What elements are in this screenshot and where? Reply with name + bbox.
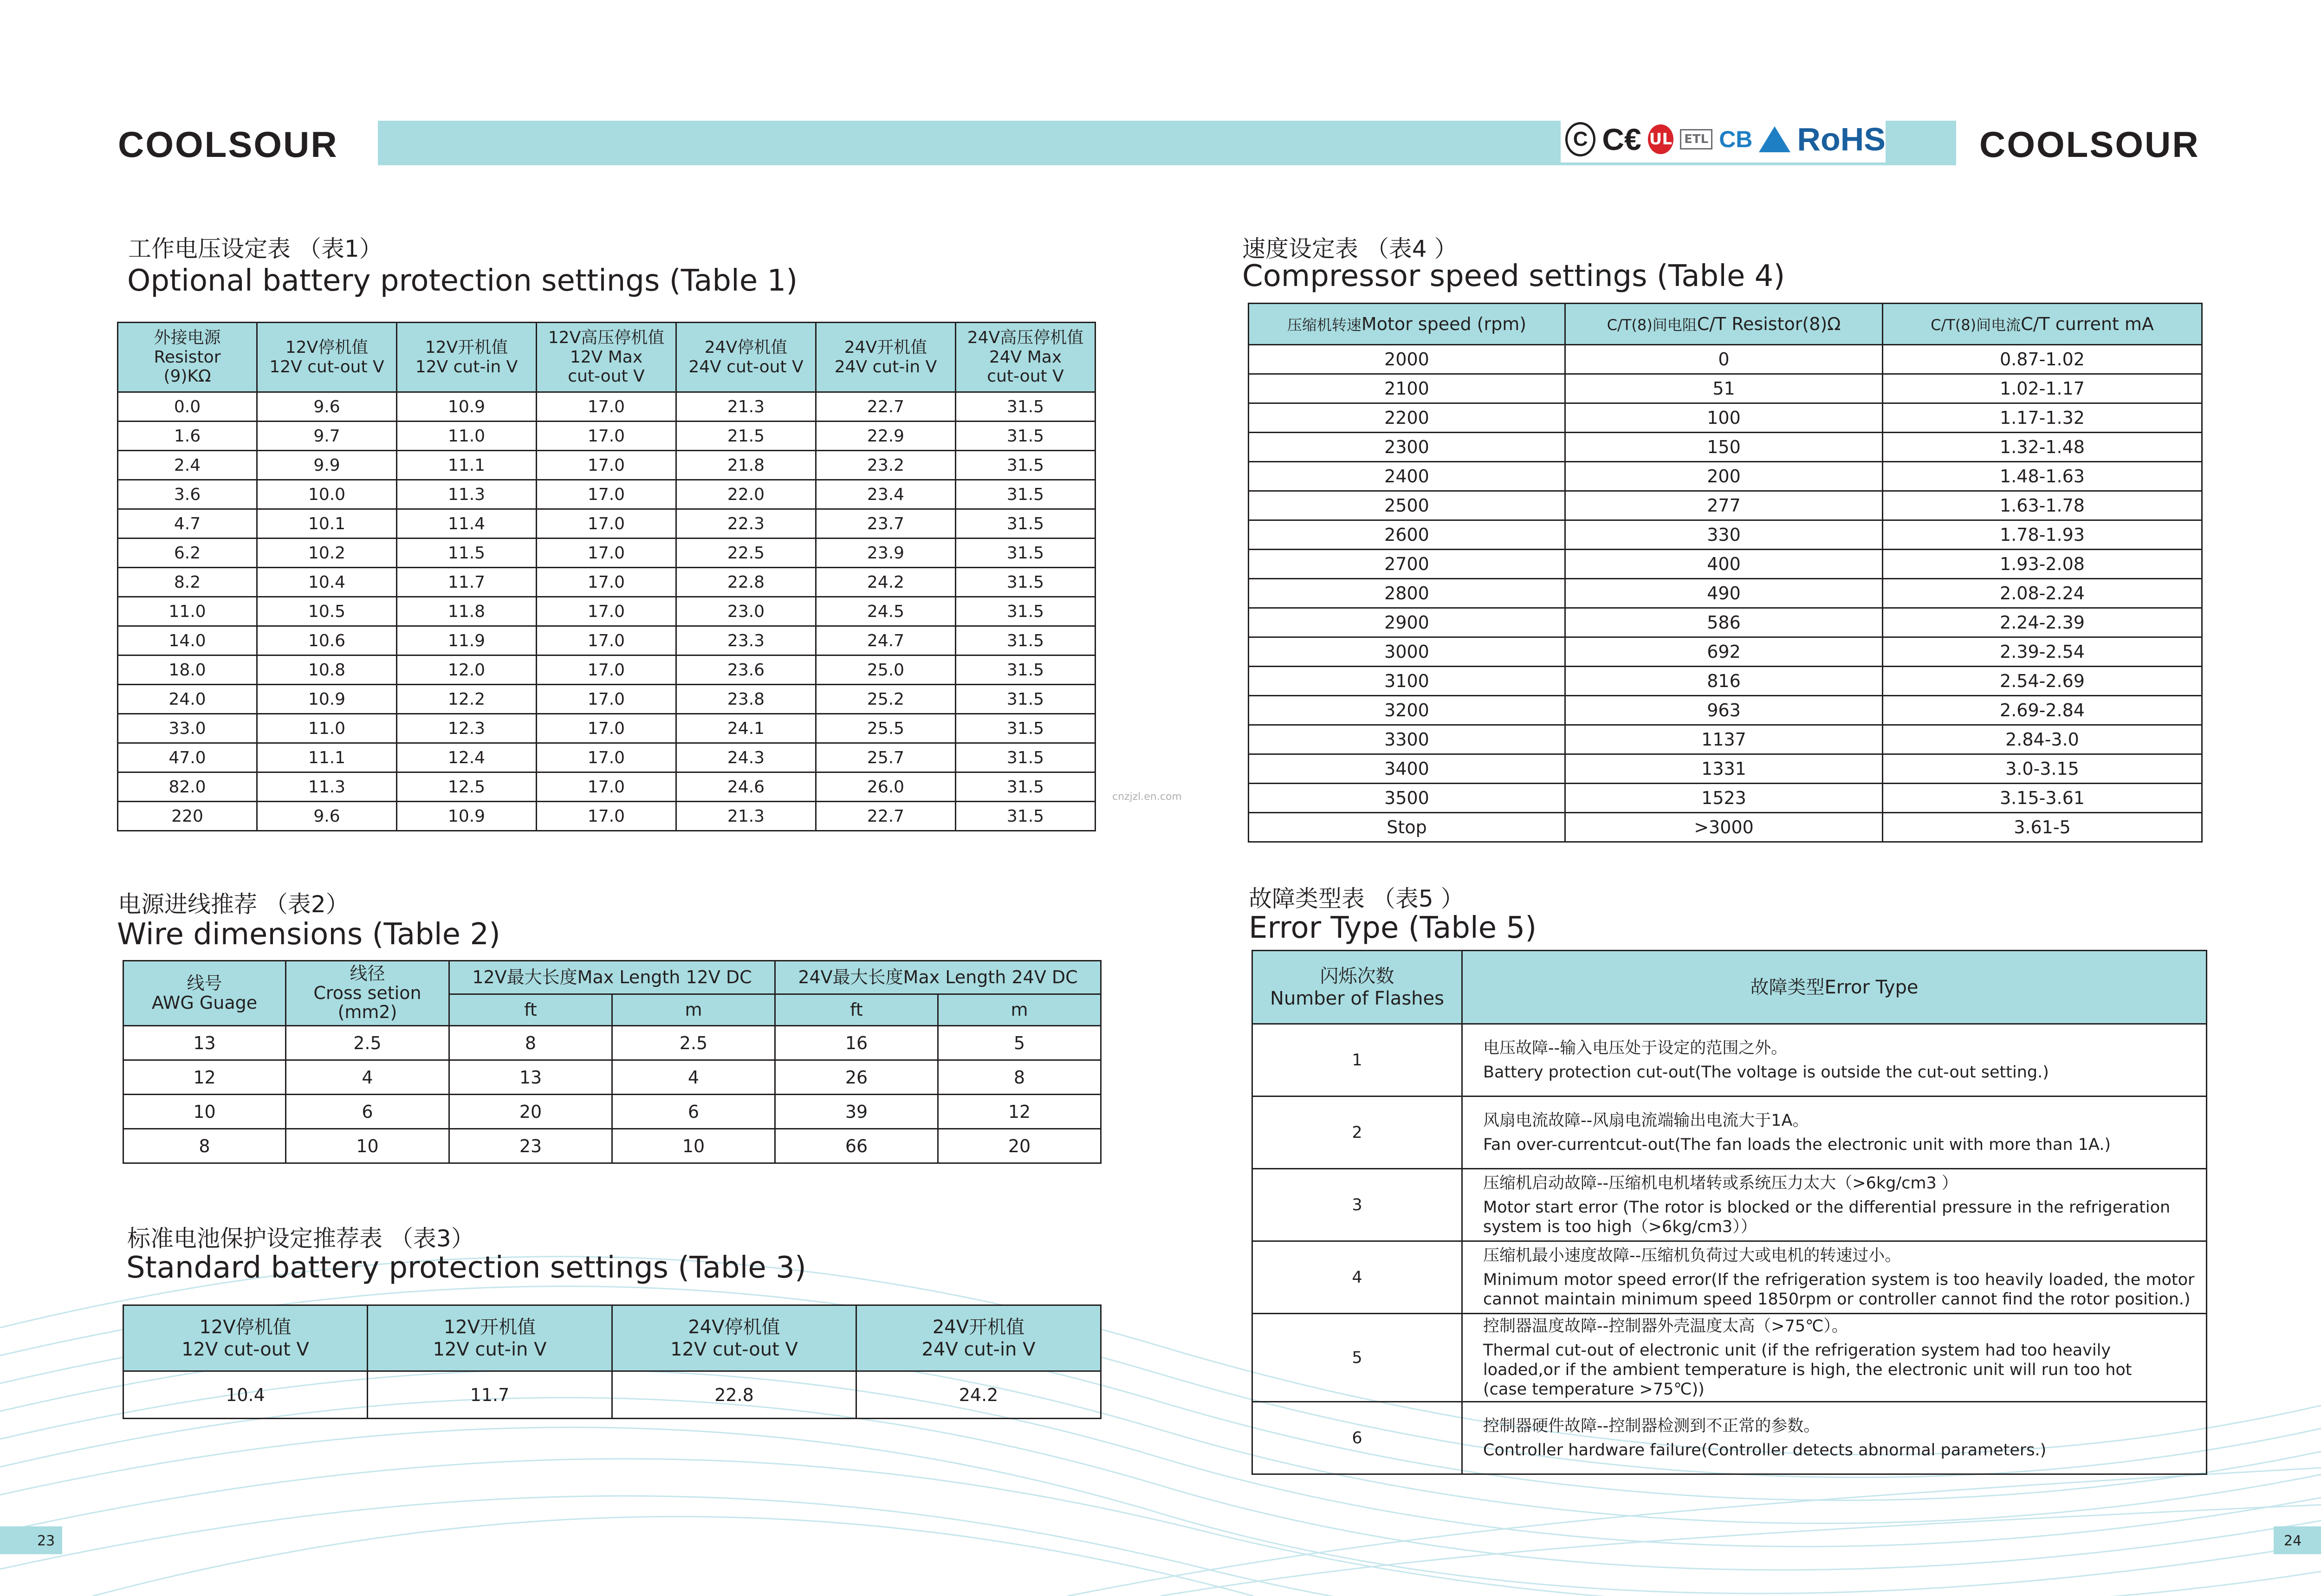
table-cell: 1331 — [1565, 754, 1883, 784]
table-cell: 39 — [775, 1095, 938, 1129]
table-cell: 9.6 — [257, 392, 397, 422]
table-cell: 11.9 — [397, 626, 537, 655]
table-cell: 0 — [1565, 345, 1883, 374]
rohs-mark-icon: RoHS — [1797, 121, 1886, 157]
table-cell: 22.9 — [816, 422, 956, 451]
table-cell: 11.0 — [257, 714, 397, 743]
table-row — [1249, 754, 2202, 784]
table-cell: 3.0-3.15 — [1883, 754, 2202, 784]
table-row — [118, 655, 1096, 685]
table-cell: 1.6 — [118, 422, 257, 451]
table-cell: 21.5 — [676, 422, 816, 451]
table-cell: 10.4 — [123, 1371, 368, 1419]
table-cell: 1.17-1.32 — [1883, 403, 2202, 433]
table-cell: 2300 — [1249, 433, 1565, 462]
table-cell: 17.0 — [537, 802, 676, 831]
table-cell: 17.0 — [537, 714, 676, 743]
table-cell: 2.39-2.54 — [1883, 637, 2202, 667]
table-cell: 17.0 — [537, 509, 676, 538]
table-cell: 8 — [938, 1060, 1101, 1095]
table-cell: 2.69-2.84 — [1883, 696, 2202, 725]
table-cell: 0.87-1.02 — [1883, 345, 2202, 374]
table-cell: 22.3 — [676, 509, 816, 538]
table-cell: 3.6 — [118, 480, 257, 509]
table-cell: 3300 — [1249, 725, 1565, 754]
table1-header: 12V开机值 12V cut-in V — [397, 323, 537, 392]
table-cell: 31.5 — [956, 772, 1096, 802]
table2-header-24v: 24V最大长度Max Length 24V DC — [775, 961, 1101, 994]
table-row — [118, 480, 1096, 509]
table-row — [123, 1060, 1101, 1095]
table-row — [118, 802, 1096, 831]
table2-unit-m: m — [612, 994, 775, 1026]
table-cell: 1.78-1.93 — [1883, 520, 2202, 550]
table-cell: 17.0 — [537, 568, 676, 597]
table-row — [1249, 433, 2202, 462]
table-row — [1252, 1241, 2207, 1314]
table-cell: 22.8 — [612, 1371, 856, 1419]
table-cell: 11.3 — [257, 772, 397, 802]
table2-header-awg: 线号 AWG Guage — [123, 961, 286, 1026]
table-cell: 31.5 — [956, 480, 1096, 509]
table-cell: 1523 — [1565, 784, 1883, 813]
table-cell: 23.3 — [676, 626, 816, 655]
page-number-left: 23 — [37, 1533, 55, 1549]
brand-logo-left: COOLSOUR — [118, 124, 338, 165]
table-cell: 23.6 — [676, 655, 816, 685]
table-cell: 2900 — [1249, 608, 1565, 637]
table-cell: 24.3 — [676, 743, 816, 772]
table1-header: 24V开机值 24V cut-in V — [816, 323, 956, 392]
table-cell: 2100 — [1249, 374, 1565, 403]
table-cell: 17.0 — [537, 538, 676, 568]
table-cell: 20 — [449, 1095, 612, 1129]
table-cell: 11.7 — [397, 568, 537, 597]
table1-title-en: Optional battery protection settings (Table 1) — [127, 264, 798, 298]
table-cell: 4.7 — [118, 509, 257, 538]
table-cell: Stop — [1249, 813, 1565, 842]
table-cell: 22.7 — [816, 802, 956, 831]
table-cell: 3.61-5 — [1883, 813, 2202, 842]
brand-logo-right: COOLSOUR — [1979, 124, 2200, 165]
table2 — [123, 960, 1102, 1164]
table-cell: 2000 — [1249, 345, 1565, 374]
table-cell: >3000 — [1565, 813, 1883, 842]
table-cell: 51 — [1565, 374, 1883, 403]
table-cell: 31.5 — [956, 626, 1096, 655]
table-cell: 23.9 — [816, 538, 956, 568]
table-cell: 13 — [123, 1026, 286, 1060]
table-cell: 17.0 — [537, 685, 676, 714]
table3-title-en: Standard battery protection settings (Table 3) — [126, 1251, 806, 1285]
table-cell: 8.2 — [118, 568, 257, 597]
table-cell: 2.4 — [118, 451, 257, 480]
table-cell: 1137 — [1565, 725, 1883, 754]
table-row — [118, 422, 1096, 451]
table-cell: 17.0 — [537, 743, 676, 772]
table-row — [1249, 608, 2202, 637]
cb-mark-icon: CB — [1719, 126, 1753, 152]
table-cell: 21.3 — [676, 392, 816, 422]
table-cell: 2.24-2.39 — [1883, 608, 2202, 637]
error-description: 压缩机最小速度故障--压缩机负荷过大或电机的转速过小。 Minimum motor speed error(If the refrigeration system is too heavily loaded, the motor cannot maintain minimum speed 1850rpm or controller cannot find the rotor position.) — [1462, 1241, 2207, 1314]
table-row — [1249, 520, 2202, 550]
table-cell: 3200 — [1249, 696, 1565, 725]
flash-count: 5 — [1252, 1314, 1462, 1402]
table5-title-cn: 故障类型表 （表5 ） — [1249, 885, 1464, 912]
table-cell: 10.9 — [257, 685, 397, 714]
table-cell: 24.2 — [816, 568, 956, 597]
table-cell: 22.7 — [816, 392, 956, 422]
table4-title-en: Compressor speed settings (Table 4) — [1242, 259, 1785, 293]
error-description: 压缩机启动故障--压缩机电机堵转或系统压力太大（>6kg/cm3 ） Motor start error (The rotor is blocked or the differential pressure in the refrigeration system is too high（>6kg/cm3）） — [1462, 1169, 2207, 1241]
table-cell: 14.0 — [118, 626, 257, 655]
table2-unit-ft: ft — [775, 994, 938, 1026]
table-cell: 24.0 — [118, 685, 257, 714]
table-row — [118, 509, 1096, 538]
table-row — [123, 1095, 1101, 1129]
table-cell: 2200 — [1249, 403, 1565, 433]
table-cell: 12.0 — [397, 655, 537, 685]
table-cell: 24.1 — [676, 714, 816, 743]
table-row — [1249, 491, 2202, 520]
table-row — [1252, 1024, 2207, 1096]
table-cell: 23.8 — [676, 685, 816, 714]
table-cell: 11.3 — [397, 480, 537, 509]
table-cell: 25.2 — [816, 685, 956, 714]
table2-header-cross-section: 线径 Cross setion (mm2) — [286, 961, 449, 1026]
table-cell: 0.0 — [118, 392, 257, 422]
table-cell: 220 — [118, 802, 257, 831]
table-cell: 25.5 — [816, 714, 956, 743]
table-cell: 3000 — [1249, 637, 1565, 667]
table-row — [1252, 1314, 2207, 1402]
table-cell: 6 — [612, 1095, 775, 1129]
table-cell: 17.0 — [537, 772, 676, 802]
table-cell: 31.5 — [956, 597, 1096, 626]
table-cell: 10.4 — [257, 568, 397, 597]
table-cell: 10.1 — [257, 509, 397, 538]
flash-count: 3 — [1252, 1169, 1462, 1241]
table-cell: 22.0 — [676, 480, 816, 509]
flash-count: 2 — [1252, 1096, 1462, 1169]
table-cell: 23.0 — [676, 597, 816, 626]
table-cell: 18.0 — [118, 655, 257, 685]
table-cell: 47.0 — [118, 743, 257, 772]
table-cell: 31.5 — [956, 714, 1096, 743]
certification-logos — [1561, 116, 1886, 162]
table-cell: 200 — [1565, 462, 1883, 491]
table1-header: 12V高压停机值 12V Max cut-out V — [537, 323, 676, 392]
table-cell: 586 — [1565, 608, 1883, 637]
table3-title-cn: 标准电池保护设定推荐表 （表3） — [127, 1225, 474, 1252]
table5-header-error-type: 故障类型Error Type — [1462, 951, 2207, 1024]
page-number-right: 24 — [2284, 1533, 2302, 1549]
table-cell: 400 — [1565, 550, 1883, 579]
table-cell: 12.5 — [397, 772, 537, 802]
table-cell: 10.9 — [397, 392, 537, 422]
table-cell: 11.5 — [397, 538, 537, 568]
table4-header: 压缩机转速Motor speed (rpm) — [1249, 304, 1565, 345]
table-cell: 23 — [449, 1129, 612, 1163]
table-cell: 100 — [1565, 403, 1883, 433]
table-cell: 11.7 — [368, 1371, 612, 1419]
table-cell: 16 — [775, 1026, 938, 1060]
table2-unit-ft: ft — [449, 994, 612, 1026]
table-cell: 31.5 — [956, 392, 1096, 422]
table-cell: 31.5 — [956, 655, 1096, 685]
table-cell: 2600 — [1249, 520, 1565, 550]
table-cell: 26.0 — [816, 772, 956, 802]
table-cell: 8 — [449, 1026, 612, 1060]
table-row — [1249, 345, 2202, 374]
table5 — [1251, 950, 2207, 1475]
table-cell: 10 — [612, 1129, 775, 1163]
table-row — [1249, 637, 2202, 667]
table-cell: 3100 — [1249, 667, 1565, 696]
table-cell: 31.5 — [956, 451, 1096, 480]
table3-header: 24V停机值 12V cut-out V — [612, 1305, 856, 1371]
table-row — [1249, 667, 2202, 696]
table-cell: 31.5 — [956, 802, 1096, 831]
table-row — [118, 451, 1096, 480]
table-cell: 24.5 — [816, 597, 956, 626]
table-row — [123, 1371, 1101, 1419]
table-cell: 2800 — [1249, 579, 1565, 608]
table-row — [1249, 403, 2202, 433]
table-row — [118, 626, 1096, 655]
table2-title-en: Wire dimensions (Table 2) — [117, 917, 500, 952]
table4 — [1248, 303, 2203, 843]
table-cell: 11.1 — [257, 743, 397, 772]
table-cell: 2.54-2.69 — [1883, 667, 2202, 696]
table-cell: 17.0 — [537, 655, 676, 685]
triangle-mark-icon — [1759, 126, 1790, 152]
table-cell: 1.32-1.48 — [1883, 433, 2202, 462]
table-cell: 13 — [449, 1060, 612, 1095]
table-cell: 21.3 — [676, 802, 816, 831]
table-cell: 11.0 — [397, 422, 537, 451]
table-cell: 6 — [286, 1095, 449, 1129]
table-cell: 10.2 — [257, 538, 397, 568]
table-cell: 12 — [938, 1095, 1101, 1129]
table-cell: 2.08-2.24 — [1883, 579, 2202, 608]
table-cell: 12.2 — [397, 685, 537, 714]
table-cell: 4 — [286, 1060, 449, 1095]
table-cell: 17.0 — [537, 480, 676, 509]
table-cell: 2500 — [1249, 491, 1565, 520]
table3-header: 12V开机值 12V cut-in V — [368, 1305, 612, 1371]
table-cell: 3500 — [1249, 784, 1565, 813]
table-row — [1252, 1402, 2207, 1474]
table-row — [118, 597, 1096, 626]
table2-unit-m: m — [938, 994, 1101, 1026]
error-description: 风扇电流故障--风扇电流端输出电流大于1A。 Fan over-currentcut-out(The fan loads the electronic unit with more than 1A.) — [1462, 1096, 2207, 1169]
table-row — [118, 714, 1096, 743]
table-cell: 82.0 — [118, 772, 257, 802]
table-cell: 2.84-3.0 — [1883, 725, 2202, 754]
table-cell: 17.0 — [537, 597, 676, 626]
table3 — [123, 1304, 1102, 1419]
table1-title-cn: 工作电压设定表 （表1） — [128, 235, 383, 262]
table-row — [1249, 462, 2202, 491]
table-cell: 17.0 — [537, 392, 676, 422]
table-cell: 2700 — [1249, 550, 1565, 579]
table4-header: C/T(8)间电流C/T current mA — [1883, 304, 2202, 345]
etl-mark-icon: ETL — [1680, 129, 1712, 149]
table-cell: 23.4 — [816, 480, 956, 509]
ccc-mark-icon: C — [1565, 122, 1595, 156]
table-row — [118, 392, 1096, 422]
error-description: 控制器温度故障--控制器外壳温度太高（>75℃）。 Thermal cut-out of electronic unit (if the refrigeration system had too heavily loaded,or if the ambient temperature is high, the electronic unit will run too hot (case temperature >75℃)) — [1462, 1314, 2207, 1402]
table1-header: 外接电源 Resistor (9)KΩ — [118, 323, 257, 392]
table-cell: 816 — [1565, 667, 1883, 696]
table-cell: 23.2 — [816, 451, 956, 480]
table-cell: 23.7 — [816, 509, 956, 538]
table-cell: 150 — [1565, 433, 1883, 462]
table-cell: 26 — [775, 1060, 938, 1095]
table-row — [118, 685, 1096, 714]
table-cell: 22.8 — [676, 568, 816, 597]
table-cell: 277 — [1565, 491, 1883, 520]
table1-header: 24V停机值 24V cut-out V — [676, 323, 816, 392]
table-cell: 9.6 — [257, 802, 397, 831]
table-row — [118, 568, 1096, 597]
table-cell: 3.15-3.61 — [1883, 784, 2202, 813]
table5-header-flashes: 闪烁次数 Number of Flashes — [1252, 951, 1462, 1024]
table-cell: 17.0 — [537, 451, 676, 480]
table-cell: 10 — [286, 1129, 449, 1163]
table-cell: 10.9 — [397, 802, 537, 831]
table1 — [117, 322, 1096, 831]
error-description: 电压故障--输入电压处于设定的范围之外。 Battery protection cut-out(The voltage is outside the cut-out setting.) — [1462, 1024, 2207, 1096]
table-cell: 1.93-2.08 — [1883, 550, 2202, 579]
table-cell: 12.4 — [397, 743, 537, 772]
flash-count: 1 — [1252, 1024, 1462, 1096]
table-cell: 9.9 — [257, 451, 397, 480]
table3-header: 12V停机值 12V cut-out V — [123, 1305, 368, 1371]
table-cell: 3400 — [1249, 754, 1565, 784]
table-row — [1252, 1096, 2207, 1169]
table-row — [123, 1026, 1101, 1060]
table-cell: 10.6 — [257, 626, 397, 655]
table-cell: 692 — [1565, 637, 1883, 667]
table-cell: 12.3 — [397, 714, 537, 743]
table-cell: 25.0 — [816, 655, 956, 685]
watermark: cnzjzl.en.com — [1112, 791, 1182, 803]
table-cell: 10 — [123, 1095, 286, 1129]
table-cell: 24.2 — [856, 1371, 1101, 1419]
table-cell: 17.0 — [537, 422, 676, 451]
table-cell: 4 — [612, 1060, 775, 1095]
table-cell: 33.0 — [118, 714, 257, 743]
table-cell: 31.5 — [956, 422, 1096, 451]
table-cell: 11.1 — [397, 451, 537, 480]
table-row — [1249, 579, 2202, 608]
table-cell: 12 — [123, 1060, 286, 1095]
table-cell: 31.5 — [956, 568, 1096, 597]
table-cell: 17.0 — [537, 626, 676, 655]
table-cell: 24.7 — [816, 626, 956, 655]
table4-header: C/T(8)间电阻C/T Resistor(8)Ω — [1565, 304, 1883, 345]
table-cell: 1.02-1.17 — [1883, 374, 2202, 403]
table-row — [1249, 374, 2202, 403]
table-cell: 21.8 — [676, 451, 816, 480]
table-cell: 2.5 — [612, 1026, 775, 1060]
table3-header: 24V开机值 24V cut-in V — [856, 1305, 1101, 1371]
table-row — [1249, 696, 2202, 725]
error-description: 控制器硬件故障--控制器检测到不正常的参数。 Controller hardware failure(Controller detects abnormal parameters.) — [1462, 1402, 2207, 1474]
table4-title-cn: 速度设定表 （表4 ） — [1242, 235, 1458, 262]
table-cell: 2400 — [1249, 462, 1565, 491]
table-cell: 2.5 — [286, 1026, 449, 1060]
table-cell: 11.0 — [118, 597, 257, 626]
table-cell: 5 — [938, 1026, 1101, 1060]
table-cell: 31.5 — [956, 509, 1096, 538]
flash-count: 4 — [1252, 1241, 1462, 1314]
table-cell: 11.4 — [397, 509, 537, 538]
table-row — [1252, 1169, 2207, 1241]
table-row — [118, 772, 1096, 802]
table-cell: 490 — [1565, 579, 1883, 608]
table2-header-12v: 12V最大长度Max Length 12V DC — [449, 961, 775, 994]
table-cell: 1.48-1.63 — [1883, 462, 2202, 491]
table-row — [118, 538, 1096, 568]
table-row — [123, 1129, 1101, 1163]
table2-title-cn: 电源进线推荐 （表2） — [118, 891, 349, 918]
table-cell: 10.0 — [257, 480, 397, 509]
table-cell: 963 — [1565, 696, 1883, 725]
ce-mark-icon: C€ — [1602, 122, 1641, 156]
table-cell: 20 — [938, 1129, 1101, 1163]
table-row — [1249, 813, 2202, 842]
table-row — [118, 743, 1096, 772]
table-row — [1249, 550, 2202, 579]
table-row — [1249, 784, 2202, 813]
flash-count: 6 — [1252, 1402, 1462, 1474]
table-cell: 1.63-1.78 — [1883, 491, 2202, 520]
table-cell: 9.7 — [257, 422, 397, 451]
table1-header: 12V停机值 12V cut-out V — [257, 323, 397, 392]
table-cell: 25.7 — [816, 743, 956, 772]
table-cell: 10.5 — [257, 597, 397, 626]
table-cell: 6.2 — [118, 538, 257, 568]
table-cell: 330 — [1565, 520, 1883, 550]
ul-mark-icon: UL — [1648, 124, 1673, 154]
table5-title-en: Error Type (Table 5) — [1249, 911, 1537, 945]
table1-header: 24V高压停机值 24V Max cut-out V — [956, 323, 1096, 392]
table-cell: 11.8 — [397, 597, 537, 626]
table-cell: 31.5 — [956, 685, 1096, 714]
table-cell: 10.8 — [257, 655, 397, 685]
table-row — [1249, 725, 2202, 754]
table-cell: 22.5 — [676, 538, 816, 568]
table-cell: 31.5 — [956, 743, 1096, 772]
table-cell: 66 — [775, 1129, 938, 1163]
table-cell: 31.5 — [956, 538, 1096, 568]
table-cell: 24.6 — [676, 772, 816, 802]
table-cell: 8 — [123, 1129, 286, 1163]
